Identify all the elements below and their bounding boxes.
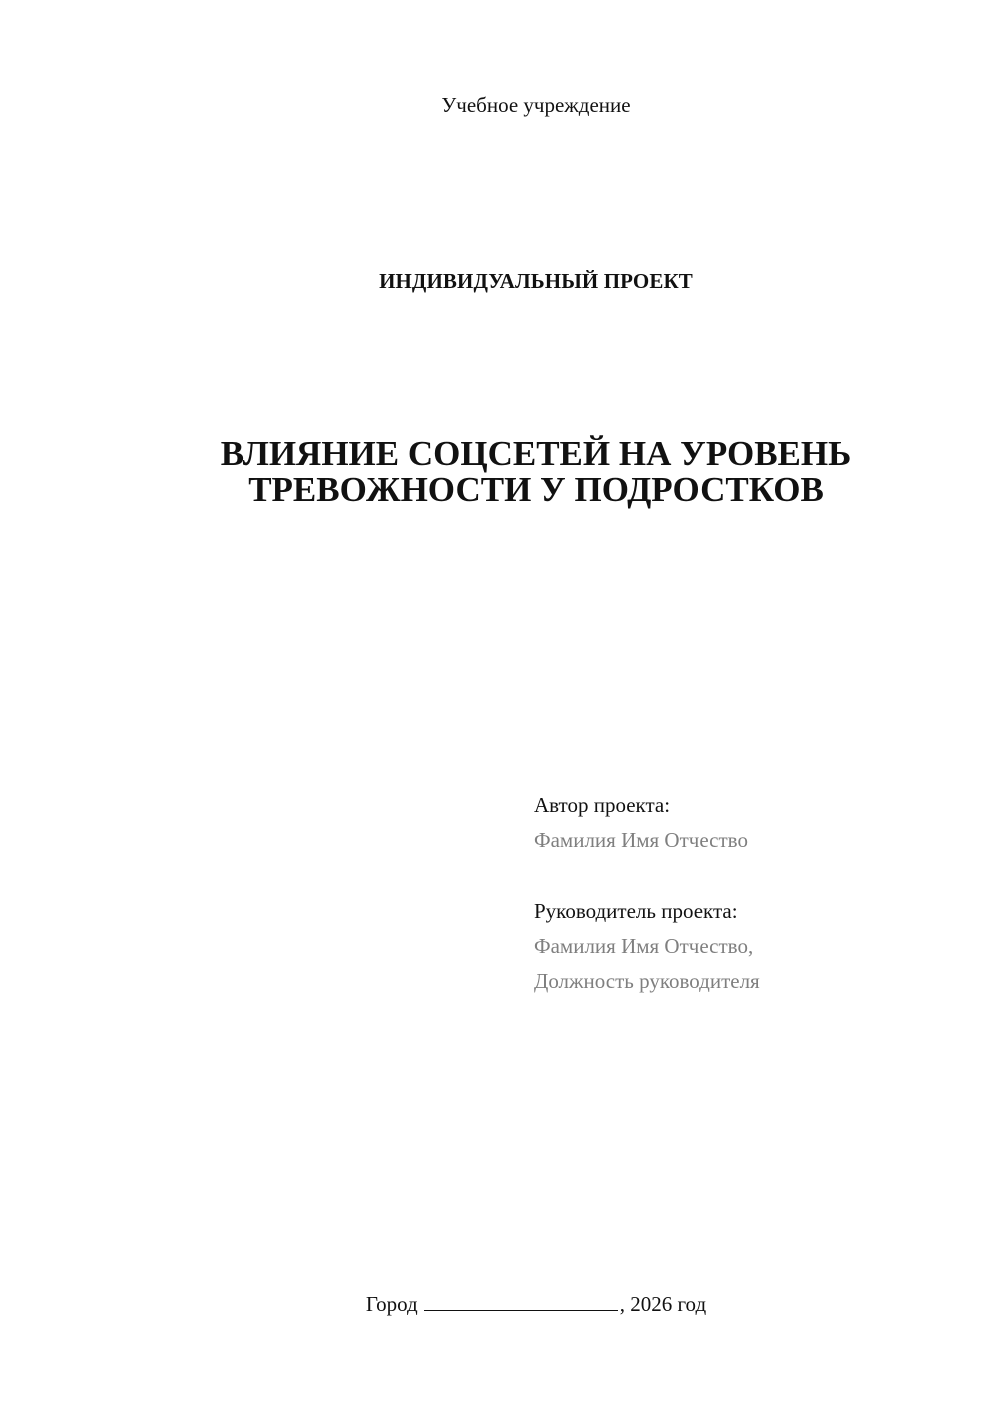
- supervisor-label: Руководитель проекта:: [534, 899, 738, 923]
- city-year-line: [0, 1290, 1000, 1318]
- credits-block: [534, 788, 974, 999]
- author-label: Автор проекта:: [534, 793, 671, 817]
- project-title-line: ВЛИЯНИЕ СОЦСЕТЕЙ НА УРОВЕНЬ: [220, 434, 852, 473]
- city-blank-underline: [424, 1290, 618, 1311]
- credits-spacer: [534, 858, 974, 894]
- supervisor-name: Фамилия Имя Отчество,: [534, 934, 754, 958]
- city-label: Город: [365, 1292, 418, 1316]
- document-type: ИНДИВИДУАЛЬНЫЙ ПРОЕКТ: [379, 269, 693, 293]
- author-name: Фамилия Имя Отчество: [534, 828, 748, 852]
- project-title-line: ТРЕВОЖНОСТИ У ПОДРОСТКОВ: [248, 470, 824, 509]
- project-title: [0, 436, 1000, 508]
- year-text: , 2026 год: [619, 1292, 707, 1316]
- supervisor-position: Должность руководителя: [534, 969, 760, 993]
- institution-name: Учебное учреждение: [441, 93, 631, 117]
